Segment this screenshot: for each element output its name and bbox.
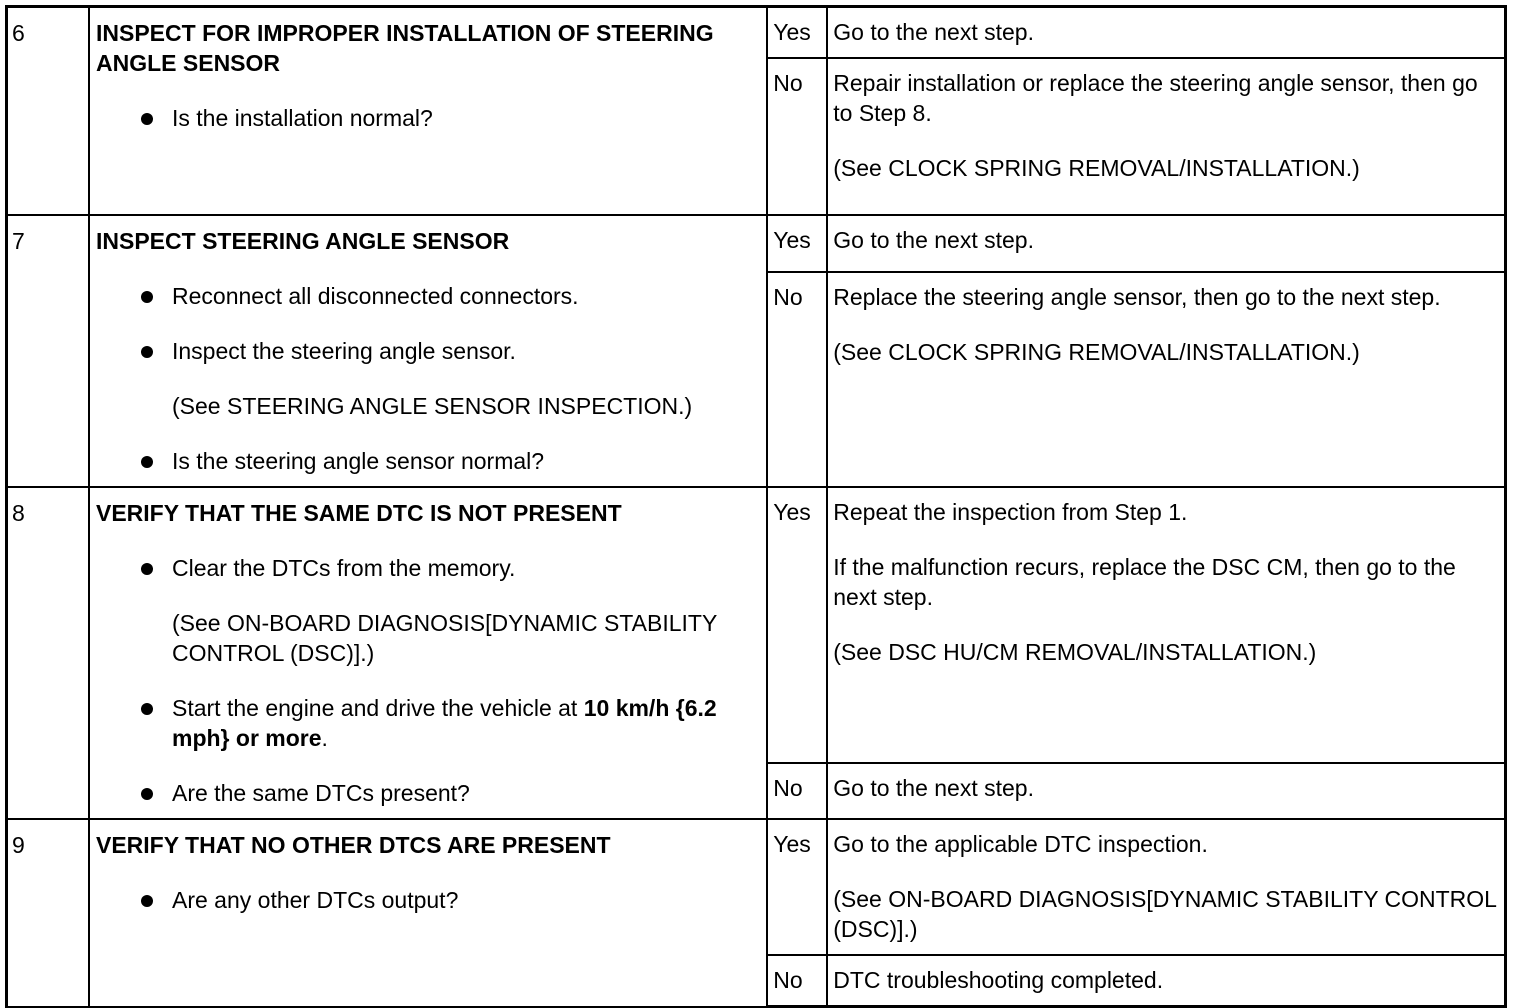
step-8-inspection bbox=[89, 487, 767, 819]
no-action bbox=[827, 763, 1505, 819]
inspection-item: Reconnect all disconnected connectors. bbox=[96, 281, 752, 311]
inspection-item: Are any other DTCs output? bbox=[96, 885, 752, 915]
step-title: INSPECT STEERING ANGLE SENSOR bbox=[96, 228, 510, 254]
action-text: DTC troubleshooting completed. bbox=[833, 967, 1164, 993]
yes-action bbox=[827, 215, 1505, 272]
inspection-list bbox=[96, 281, 752, 476]
step-7-inspection bbox=[89, 215, 767, 487]
action-text: Replace the steering angle sensor, then go to the next step. bbox=[833, 284, 1441, 311]
inspection-list bbox=[96, 553, 752, 808]
inspection-item bbox=[96, 693, 752, 753]
action-text: Go to the applicable DTC inspection. bbox=[833, 831, 1208, 857]
no-action bbox=[827, 272, 1505, 487]
no-action bbox=[827, 58, 1505, 215]
no-label: No bbox=[767, 955, 827, 1007]
step-9-row bbox=[7, 819, 1506, 955]
action-text: Repeat the inspection from Step 1. bbox=[833, 499, 1188, 525]
step-6-inspection bbox=[89, 7, 767, 216]
inspection-item bbox=[96, 336, 752, 421]
diagnostic-procedure-table bbox=[5, 5, 1507, 1008]
reference-text: (See ON-BOARD DIAGNOSIS[DYNAMIC STABILITY CONTROL (DSC)].) bbox=[172, 610, 717, 666]
action-text: Go to the next step. bbox=[833, 775, 1034, 802]
inspection-item: Is the installation normal? bbox=[96, 103, 752, 133]
reference-text: (See STEERING ANGLE SENSOR INSPECTION.) bbox=[172, 393, 693, 419]
reference-text: (See ON-BOARD DIAGNOSIS[DYNAMIC STABILITY CONTROL (DSC)].) bbox=[833, 886, 1497, 942]
yes-action bbox=[827, 819, 1505, 955]
step-9-inspection bbox=[89, 819, 767, 1007]
inspection-item-text: Inspect the steering angle sensor. bbox=[172, 338, 516, 364]
yes-label: Yes bbox=[767, 819, 827, 955]
reference-text: (See CLOCK SPRING REMOVAL/INSTALLATION.) bbox=[833, 155, 1360, 181]
no-label: No bbox=[767, 272, 827, 487]
yes-label: Yes bbox=[767, 487, 827, 763]
yes-label: Yes bbox=[767, 7, 827, 59]
step-title: INSPECT FOR IMPROPER INSTALLATION OF STEERING ANGLE SENSOR bbox=[96, 20, 714, 76]
inspection-item bbox=[96, 553, 752, 668]
yes-action bbox=[827, 7, 1505, 59]
action-text: Go to the next step. bbox=[833, 19, 1034, 45]
drive-prefix: Start the engine and drive the vehicle at bbox=[172, 695, 584, 721]
step-7-row bbox=[7, 215, 1506, 272]
drive-suffix: . bbox=[321, 725, 328, 751]
action-text: Repair installation or replace the steering angle sensor, then go to Step 8. bbox=[833, 70, 1478, 126]
action-text: Go to the next step. bbox=[833, 227, 1034, 253]
action-text: If the malfunction recurs, replace the DSC CM, then go to the next step. bbox=[833, 554, 1456, 610]
inspection-item: Is the steering angle sensor normal? bbox=[96, 446, 752, 476]
yes-action bbox=[827, 487, 1505, 763]
no-label: No bbox=[767, 763, 827, 819]
step-6-row bbox=[7, 7, 1506, 59]
yes-label: Yes bbox=[767, 215, 827, 272]
step-number: 7 bbox=[7, 215, 90, 487]
step-number: 8 bbox=[7, 487, 90, 819]
inspection-item-text: Clear the DTCs from the memory. bbox=[172, 555, 516, 581]
step-number: 6 bbox=[7, 7, 90, 216]
step-number: 9 bbox=[7, 819, 90, 1007]
reference-text: (See DSC HU/CM REMOVAL/INSTALLATION.) bbox=[833, 639, 1317, 665]
drive-speed: 10 km/h {6.2 mph} or more bbox=[172, 695, 717, 751]
step-title: VERIFY THAT THE SAME DTC IS NOT PRESENT bbox=[96, 500, 622, 526]
inspection-item: Are the same DTCs present? bbox=[96, 778, 752, 808]
inspection-list bbox=[96, 103, 752, 133]
no-label: No bbox=[767, 58, 827, 215]
no-action bbox=[827, 955, 1505, 1007]
step-title: VERIFY THAT NO OTHER DTCS ARE PRESENT bbox=[96, 832, 611, 858]
step-8-row bbox=[7, 487, 1506, 763]
reference-text: (See CLOCK SPRING REMOVAL/INSTALLATION.) bbox=[833, 339, 1360, 366]
inspection-list bbox=[96, 885, 752, 915]
